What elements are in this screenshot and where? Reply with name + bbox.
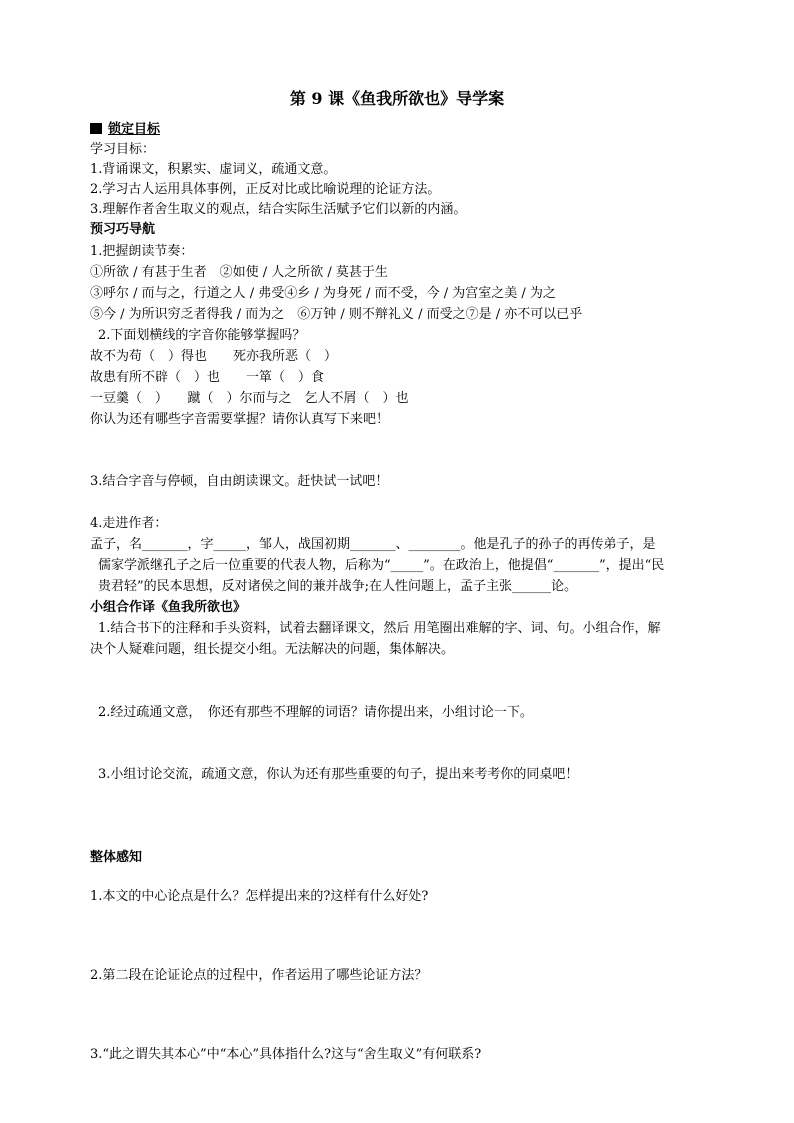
goals-subheading: 学习目标： [90,142,156,157]
translation-task-2: 2.经过疏通文意， 你还有那些不理解的词语？请你提出来，小组讨论一下。 [98,705,533,720]
overall-question-3: 3.“此之谓失其本心”中“本心”具体指什么?这与“舍生取义”有何联系? [90,1047,482,1062]
question-author: 4.走进作者： [90,516,168,531]
author-line: 儒家学派继孔子之后一位重要的代表人物，后称为“_____”。在政治上，他提倡“_______”，提出“民 [98,558,665,573]
goal-item: 1.背诵课文，积累实、虚词义，疏通文意。 [90,162,337,177]
rhythm-line: ①所欲 / 有甚于生者 ②如使 / 人之所欲 / 莫甚于生 [90,265,388,280]
author-line: 孟子，名_______，字_____，邹人，战国初期_______、________。他是孔子的孙子的再传弟子，是 [90,537,656,552]
section-heading-preview: 预习巧导航 [90,222,156,237]
rhythm-line: ③呼尔 / 而与之，行道之人 / 弗受④乡 / 为身死 / 而不受，今 / 为宫室之美 / 为之 [90,286,556,301]
pronunciation-line: 故不为苟（ ）得也 死亦我所恶（ ） [90,349,338,364]
section-heading-group-translation: 小组合作译《鱼我所欲也》 [90,600,247,615]
author-line: 贵君轻”的民本思想，反对诸侯之间的兼并战争;在人性问题上，孟子主张______论。 [98,579,578,594]
rhythm-line: ⑤今 / 为所识穷乏者得我 / 而为之 ⑥万钟 / 则不辩礼义 / 而受之⑦是 / 亦不可以已乎 [90,307,583,322]
square-bullet-icon [90,123,102,134]
pronunciation-prompt: 你认为还有哪些字音需要掌握？请你认真写下来吧！ [90,412,390,427]
pronunciation-line: 故患有所不辟（ ）也 一箪（ ）食 [90,370,325,385]
section-heading-goals [90,120,160,140]
question-pronunciation: 2.下面划横线的字音你能够掌握吗？ [98,328,306,343]
overall-question-1: 1.本文的中心论点是什么？怎样提出来的?这样有什么好处? [90,889,429,904]
translation-task-line: 1.结合书下的注释和手头资料，试着去翻译课文，然后 用笔圈出难解的字、词、句。小组合作，解 [98,621,661,636]
section-heading-overall: 整体感知 [90,850,143,865]
goal-item: 2.学习古人运用具体事例，正反对比或比喻说理的论证方法。 [90,182,441,197]
translation-task-3: 3.小组讨论交流，疏通文意，你认为还有那些重要的句子，提出来考考你的同桌吧！ [98,767,579,782]
translation-task-line: 决个人疑难问题，组长提交小组。无法解决的问题，集体解决。 [90,642,455,657]
overall-question-2: 2.第二段在论证论点的过程中，作者运用了哪些论证方法？ [90,968,428,983]
section-heading-text: 锁定目标 [108,122,161,137]
question-read-aloud: 3.结合字音与停顿，自由朗读课文。赶快试一试吧！ [90,474,389,489]
pronunciation-line: 一豆羹（ ） 蹴（ ）尔而与之 乞人不屑（ ）也 [90,391,409,406]
page-title: 第 9 课《鱼我所欲也》导学案 [289,89,505,108]
question-reading-rhythm: 1.把握朗读节奏： [90,244,194,259]
goal-item: 3.理解作者舍生取义的观点，结合实际生活赋予它们以新的内涵。 [90,202,467,217]
